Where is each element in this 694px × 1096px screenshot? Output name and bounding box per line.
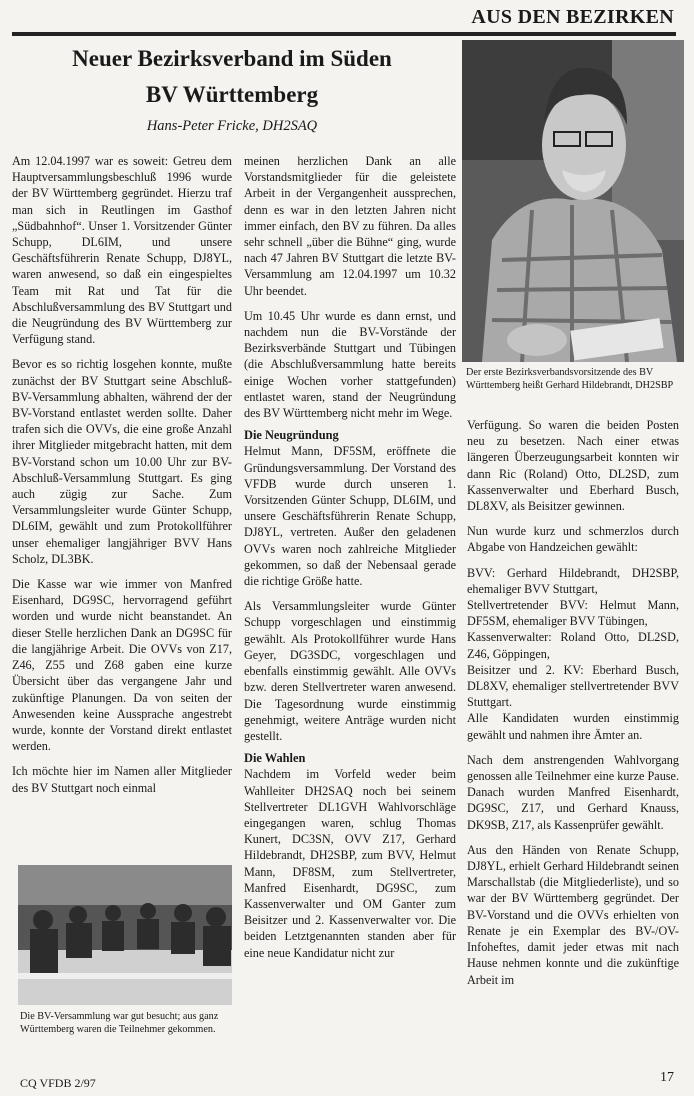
portrait-caption: Der erste Bezirksverbandsvorsitzende des BV Württemberg heißt Gerhard Hildebrandt, DH2SBP	[466, 367, 674, 391]
paragraph: Alle Kandidaten wurden einstimmig gewählt und nahmen ihre Ämter an.	[467, 711, 679, 742]
header-rule	[12, 32, 676, 36]
portrait-photo	[462, 40, 684, 362]
article-column-3	[467, 417, 679, 997]
article-title: Neuer Bezirksverband im Süden	[72, 46, 392, 71]
paragraph: Nach dem anstrengenden Wahlvorgang genossen alle Teilnehmer eine kurze Pause. Danach wurden Manfred Eisenhardt, DG9SC, Z17, und Gerhard Knauss, DK9SB, Z17, als Kassenprüfer gewählt.	[467, 752, 679, 832]
paragraph: Als Versammlungsleiter wurde Günter Schupp vorgeschlagen und einstimmig gewählt. Als Protokollführer wurde Hans Geyer, DG3SDC, vorgeschlagen und ebenfalls einstimmig gewählt. Alle OVVs bzw. deren Stellvertreter waren anwesend. Die Tagesordnung wurde einstimmig genehmigt, weitere Anträge wurden nicht gestellt.	[244, 599, 456, 743]
paragraph: Die Kasse war wie immer von Manfred Eisenhard, DG9SC, hervorragend geführt worden und wurde nicht beanstandet. An dieser Stelle herzlichen Dank an DG9SC für die langjährige Arbeit. Die OVVs von Z17, Z46, Z55 und Z68 gaben eine kurze Übersicht über das vergangene Jahr und zukünftige Planungen. Da von seiten der Anwesenden keine Aussprache angestrebt wurde, konnte der Vorstand direkt entlastet werden.	[12, 577, 232, 754]
meeting-photo-drawing	[18, 865, 232, 1005]
article-column-2	[244, 153, 456, 970]
portrait-photo-drawing	[462, 40, 684, 362]
paragraph: Nachdem im Vorfeld weder beim Wahlleiter DH2SAQ noch bei seinem Stellvertreter DL1GVH Wahlvorschläge eingegangen waren, schlug Thomas Kunert, DC3SN, OVV Z17, Gerhard Hildebrandt, DH2SBP, zum BVV, Helmut Mann, DF8SM, zum Stellvertreter, Manfred Eisenhardt, DG9SC, zum Kassenverwalter und OM Ganter zum Beisitzer und 2. Kassenverwalter vor. Die beiden Letztgenannten standen aber für eine neue Kandidatur nicht zur	[244, 767, 456, 960]
paragraph: Nun wurde kurz und schmerzlos durch Abgabe von Handzeichen gewählt:	[467, 524, 679, 555]
paragraph: Ich möchte hier im Namen aller Mitglieder des BV Stuttgart noch einmal	[12, 764, 232, 795]
section-heading: Die Neugründung	[244, 428, 339, 443]
article-author: Hans-Peter Fricke, DH2SAQ	[146, 118, 318, 134]
footer-publication: CQ VFDB 2/97	[20, 1076, 96, 1090]
article-column-1	[12, 153, 232, 805]
paragraph: Am 12.04.1997 war es soweit: Getreu dem Hauptversammlungsbeschluß 1996 wurde der BV Württemberg gegründet. Hierzu traf man sich in Reutlingen im Gasthof „Südbahnhof“. Unser 1. Vorsitzender Günter Schupp, DL6IM, und unsere Geschäftsführerin Renate Schupp, DJ8YL, waren anwesend, so daß ein eingespieltes Team mit Rat und Tat für die Abschlußversammlung des BV Stuttgart und die Neugründung des BV Württemberg zur Verfügung stand.	[12, 154, 232, 347]
paragraph: Um 10.45 Uhr wurde es dann ernst, und nachdem nun die BV-Vorstände der Bezirksverbände Stuttgart und Tübingen (die Abschlußversammlung hatte bereits einige Wochen vorher stattgefunden) entlastet waren, stand der Neugründung des BV Württemberg nicht mehr im Wege.	[244, 308, 456, 421]
paragraph: Helmut Mann, DF5SM, eröffnete die Gründungsversammlung. Der Vorstand des VFDB wurde durch unseren 1. Vorsitzenden Günter Schupp, DL6IM, und unsere Geschäftsführerin Renate Schupp, DJ8YL, vertreten. Außer den geladenen OVVs waren noch zahlreiche Mitglieder gekommen, so daß der Nebensaal gerade die richtige Größe hatte.	[244, 444, 456, 589]
paragraph: Bevor es so richtig losgehen konnte, mußte zunächst der BV Stuttgart seine Abschluß-BV-Versammlung abhalten, während der der BV-Vorstand entlastet werden sollte. Daher trafen sich die OVVs, die eine große Anzahl ihrer Mitglieder mitgebracht hatten, mit dem BV-Vorstand schon um 10.00 Uhr zur BV-Abschluß-Versammlung Stuttgart. Es ging auch zügig zur Sache. Zum Versammlungsleiter wurde Günter Schupp, DL6IM, gewählt und zum Protokollführer unser ehemaliger langjähriger BVV Hans Scholz, DL3BK.	[12, 357, 232, 566]
meeting-photo	[18, 865, 232, 1005]
election-results-list: BVV: Gerhard Hildebrandt, DH2SBP, ehemaliger BVV Stuttgart, Stellvertretender BVV: Helmut Mann, DF5SM, ehemaliger BVV Tübingen, Kassenverwalter: Roland Otto, DL2SD, Z46, Göppingen, Beisitzer und 2. KV: Eberhard Busch, DL8XV, ehemaliger stellvertretender BVV Stuttgart.	[467, 565, 679, 710]
meeting-caption: Die BV-Versammlung war gut besucht; aus ganz Württemberg waren die Teilnehmer gekommen.	[20, 1011, 219, 1035]
paragraph: meinen herzlichen Dank an alle Vorstandsmitglieder für die geleistete Arbeit in der Vergangenheit aussprechen, denn es war in den letzten Jahren nicht immer einfach, den BV zu führen. Da alles sehr schnell „über die Bühne“ ging, wurde nach 47 Jahren BV Stuttgart die letzte BV-Versammlung am 12.04.1997 um 10.32 Uhr beendet.	[244, 154, 456, 298]
page-number: 17	[660, 1070, 674, 1085]
section-header: AUS DEN BEZIRKEN	[471, 6, 674, 28]
section-heading: Die Wahlen	[244, 751, 306, 766]
paragraph: Verfügung. So waren die beiden Posten neu zu besetzen. Nach einer etwas längeren Überzeugungsarbeit konnten wir dann Ric (Roland) Otto, DL2SD, zum Kassenverwalter und Eberhard Busch, DL8XV, als Beisitzer gewinnen.	[467, 418, 679, 514]
article-subtitle: BV Württemberg	[145, 82, 319, 107]
paragraph: Aus den Händen von Renate Schupp, DJ8YL, erhielt Gerhard Hildebrandt seinen Marschallstab (die Mitgliederliste), und so war der BV Württemberg gegründet. Der BV-Vorstand und die OVVs erhielten von Renate je ein Exemplar des BV-/OV-Infoheftes, damit jeder etwas mit nach Hause nehmen konnte und die zukünftige Arbeit im	[467, 842, 679, 987]
